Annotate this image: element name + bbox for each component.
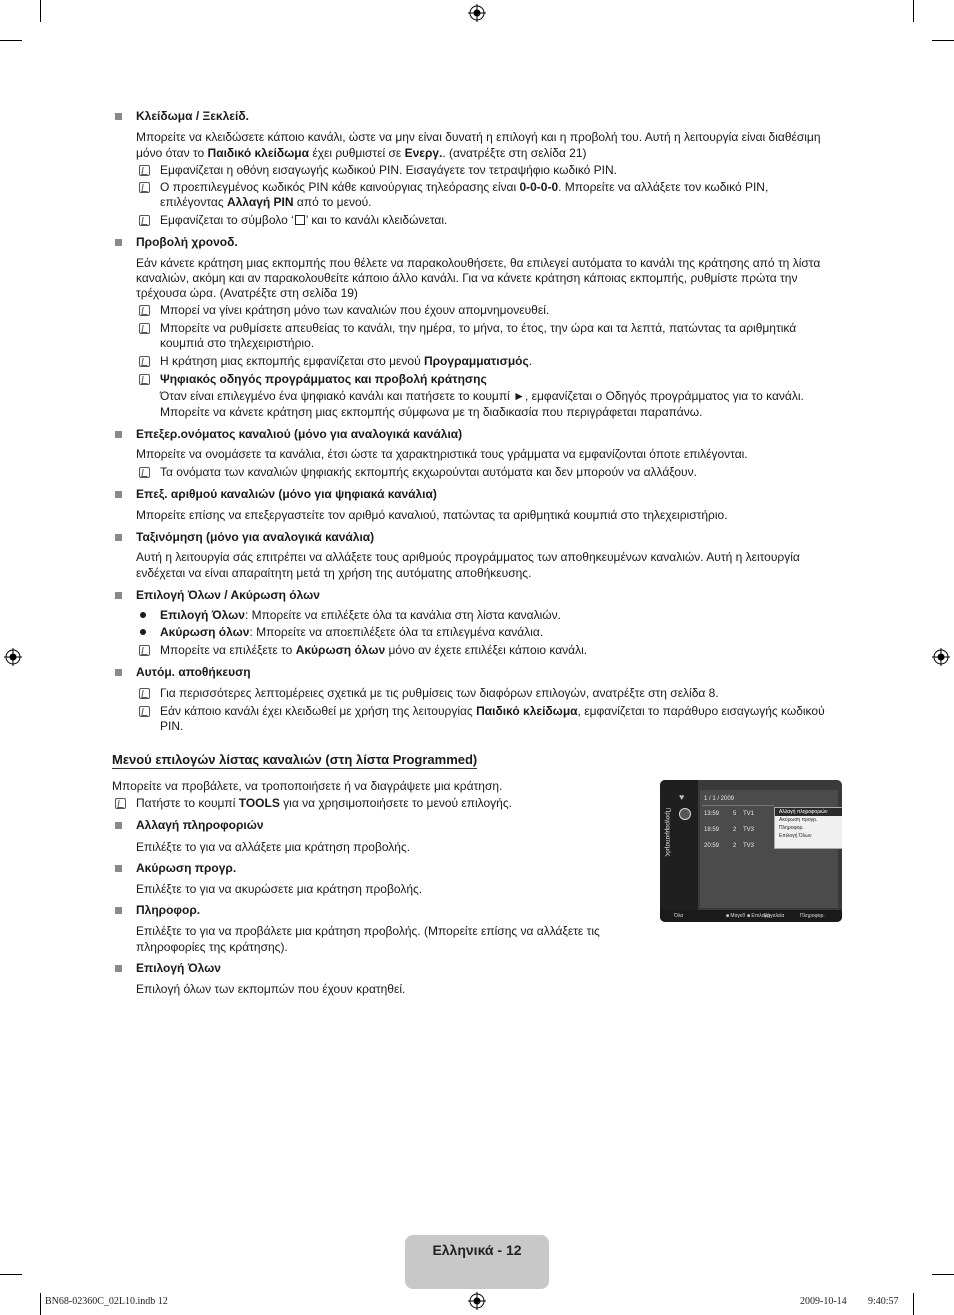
note-text: Ο προεπιλεγμένος κωδικός PIN κάθε καινούργιας τηλεόρασης είναι 0-0-0-0. Μπορείτε να αλλάξετε τον κωδικό PIN,	[160, 180, 769, 194]
page-number-tab	[405, 1235, 549, 1289]
tv-bottom-bar	[660, 910, 842, 922]
registration-mark-icon	[932, 648, 950, 666]
square-bullet-icon	[115, 865, 122, 872]
crop-mark	[0, 40, 22, 41]
registration-mark-icon	[468, 4, 486, 22]
square-bullet-icon	[115, 965, 122, 972]
paragraph: καναλιών, ακόμη και αν παρακολουθείτε κάποιο άλλο κανάλι. Για να κάνετε κράτηση κάποιας εκπομπής, ρυθμίστε πρώτα την	[136, 271, 798, 285]
option-heading: Αλλαγή πληροφοριών	[136, 818, 264, 832]
tv-menu-item: Ακύρωση προγρ.	[779, 817, 818, 823]
note-icon	[139, 356, 150, 367]
round-bullet-icon	[140, 629, 146, 635]
paragraph: πληροφορίες της κράτησης).	[136, 940, 288, 954]
note-text: κουμπιά στο τηλεχειριστήριο.	[160, 336, 315, 350]
square-bullet-icon	[115, 822, 122, 829]
option-heading: Πληροφορ.	[136, 903, 201, 917]
note-icon	[139, 165, 150, 176]
tv-side-label: Προγραμματισμός	[664, 808, 670, 857]
crop-mark	[0, 1274, 22, 1275]
square-bullet-icon	[115, 534, 122, 541]
tv-sidebar	[660, 780, 698, 910]
tv-bottom-item: ■ Μαγεθ	[726, 913, 745, 919]
list-item: Ακύρωση όλων: Μπορείτε να αποεπιλέξετε όλα τα επιλεγμένα κανάλια.	[160, 625, 544, 639]
note-icon	[115, 798, 126, 809]
note-heading: Ψηφιακός οδηγός προγράμματος και προβολή κράτησης	[160, 372, 487, 386]
footer-file: BN68-02360C_02L10.indb 12	[45, 1296, 168, 1307]
tv-bottom-item: Πληροφορ.	[800, 913, 825, 919]
note-text: Τα ονόματα των καναλιών ψηφιακής εκπομπής εκχωρούνται αυτόματα και δεν μπορούν να αλλάξουν.	[160, 465, 697, 479]
note-text: PIN.	[160, 719, 184, 733]
registration-mark-icon	[468, 1292, 486, 1310]
subsection-title: Μενού επιλογών λίστας καναλιών (στη λίστα Programmed)	[112, 752, 478, 767]
tv-row-time: 13:59	[704, 811, 720, 817]
footer-time: 9:40:57	[868, 1296, 899, 1307]
paragraph: Μπορείτε να προβάλετε, να τροποποιήσετε ή να διαγράψετε μια κράτηση.	[112, 779, 503, 793]
tv-row-num: 2	[733, 843, 737, 849]
square-bullet-icon	[115, 113, 122, 120]
section-heading: Κλείδωμα / Ξεκλείδ.	[136, 109, 249, 123]
paragraph: Μπορείτε να ονομάσετε τα κανάλια, έτσι ώστε τα χαρακτηριστικά τους γράμματα να εμφανίζονται όποτε επιλέγονται.	[136, 447, 748, 461]
crop-mark	[913, 1293, 914, 1315]
crop-mark	[40, 0, 41, 22]
tv-menu-item: Αλλαγή πληροφοριών	[775, 808, 842, 816]
note-icon	[139, 182, 150, 193]
note-icon	[139, 645, 150, 656]
paragraph: τρέχουσα ώρα. (Ανατρέξτε στη σελίδα 19)	[136, 286, 358, 300]
tv-menu-item: Πληροφορ.	[779, 825, 804, 831]
paragraph: Επιλογή όλων των εκπομπών που έχουν κρατηθεί.	[136, 982, 406, 996]
tv-bottom-item: Όλα	[674, 913, 684, 919]
tv-row-channel: TV3	[743, 843, 755, 849]
note-icon	[139, 305, 150, 316]
note-icon	[139, 215, 150, 226]
paragraph: Εάν κάνετε κράτηση μιας εκπομπής που θέλετε να παρακολουθήσετε, θα επιλεγεί αυτόματα το κανάλι της κράτησης από τη λίστα	[136, 256, 821, 270]
clock-icon	[679, 808, 691, 820]
square-bullet-icon	[115, 907, 122, 914]
option-heading: Ακύρωση προγρ.	[136, 861, 237, 875]
tv-row-channel: TV1	[743, 811, 755, 817]
lock-icon	[295, 215, 305, 225]
section-heading: Ταξινόμηση (μόνο για αναλογικά κανάλια)	[136, 530, 375, 544]
crop-mark	[932, 1274, 954, 1275]
note-icon	[139, 706, 150, 717]
tv-screenshot	[660, 780, 842, 922]
paragraph: Μπορείτε επίσης να επεξεργαστείτε τον αριθμό καναλιού, πατώντας τα αριθμητικά κουμπιά στο τηλεχειριστήριο.	[136, 508, 728, 522]
note-text: Εμφανίζεται η οθόνη εισαγωγής κωδικού PIN. Εισαγάγετε τον τετραψήφιο κωδικό PIN.	[160, 163, 618, 177]
note-text: Μπορείτε να επιλέξετε το Ακύρωση όλων μόνο αν έχετε επιλέξει κάποιο κανάλι.	[160, 643, 588, 657]
square-bullet-icon	[115, 592, 122, 599]
paragraph: Επιλέξτε το για να προβάλετε μια κράτηση προβολής. (Μπορείτε επίσης να αλλάξετε τις	[136, 924, 600, 938]
note-text: Μπορείτε να ρυθμίσετε απευθείας το κανάλι, την ημέρα, το μήνα, το έτος, την ώρα και τα λεπτά, πατώντας τα αριθμητικά	[160, 321, 797, 335]
list-item: Επιλογή Όλων: Μπορείτε να επιλέξετε όλα τα κανάλια στη λίστα καναλιών.	[160, 608, 561, 622]
registration-mark-icon	[4, 648, 22, 666]
section-heading: Επιλογή Όλων / Ακύρωση όλων	[136, 588, 320, 602]
note-icon	[139, 323, 150, 334]
tv-tools-menu	[774, 807, 842, 849]
tv-bottom-item: Εργαλεία	[764, 913, 785, 919]
tv-row-num: 2	[733, 827, 737, 833]
square-bullet-icon	[115, 431, 122, 438]
paragraph: Επιλέξτε το για να ακυρώσετε μια κράτηση προβολής.	[136, 882, 423, 896]
square-bullet-icon	[115, 669, 122, 676]
crop-mark	[932, 40, 954, 41]
paragraph: ενδέχεται να είναι απαραίτητη μετά τη χρήση της αυτόματης αποθήκευσης.	[136, 566, 532, 580]
paragraph: μόνο όταν το Παιδικό κλείδωμα έχει ρυθμιστεί σε Ενεργ.. (ανατρέξτε στη σελίδα 21)	[136, 146, 587, 160]
tv-date: 1 / 1 / 2009	[704, 796, 735, 802]
paragraph: Μπορείτε να κλειδώσετε κάποιο κανάλι, ώστε να μην είναι δυνατή η επιλογή και η προβολή του. Αυτή η λειτουργία είναι διαθέσιμη	[136, 130, 821, 144]
note-icon	[139, 467, 150, 478]
note-text: Μπορείτε να κάνετε κράτηση μιας εκπομπής σύμφωνα με τη διαδικασία που περιγράφεται παραπάνω.	[160, 405, 703, 419]
note-text: Όταν είναι επιλεγμένο ένα ψηφιακό κανάλι και πατήσετε το κουμπί ►, εμφανίζεται ο Οδηγός προγράμματος για το κανάλι.	[160, 389, 804, 403]
tv-row-time: 20:59	[704, 843, 720, 849]
section-heading: Επεξερ.ονόματος καναλιού (μόνο για αναλογικά κανάλια)	[136, 427, 463, 441]
note-text: Εάν κάποιο κανάλι έχει κλειδωθεί με χρήση της λειτουργίας Παιδικό κλείδωμα, εμφανίζεται το παράθυρο εισαγωγής κωδικού	[160, 704, 825, 718]
heart-icon: ♥	[679, 792, 685, 802]
crop-mark	[913, 0, 914, 22]
tv-menu-item: Επιλογή Όλων	[779, 833, 812, 839]
page-number: Ελληνικά - 12	[432, 1242, 522, 1258]
note-text: Πατήστε το κουμπί TOOLS για να χρησιμοποιήσετε το μενού επιλογής.	[136, 796, 512, 810]
square-bullet-icon	[115, 239, 122, 246]
note-icon	[139, 374, 150, 385]
tv-row-channel: TV3	[743, 827, 755, 833]
round-bullet-icon	[140, 612, 146, 618]
note-text: Εμφανίζεται το σύμβολο ‘ ’ και το κανάλι κλειδώνεται.	[160, 213, 448, 227]
tv-row-num: 5	[733, 811, 737, 817]
note-text: Μπορεί να γίνει κράτηση μόνο των καναλιών που έχουν απομνημονευθεί.	[160, 303, 550, 317]
option-heading: Επιλογή Όλων	[136, 961, 221, 975]
crop-mark	[40, 1293, 41, 1315]
note-text: Η κράτηση μιας εκπομπής εμφανίζεται στο μενού Προγραμματισμός.	[160, 354, 533, 368]
section-heading: Αυτόμ. αποθήκευση	[136, 665, 251, 679]
paragraph: Αυτή η λειτουργία σάς επιτρέπει να αλλάξετε τους αριθμούς προγράμματος των αποθηκευμένων καναλιών. Αυτή η λειτουργία	[136, 550, 800, 564]
tv-bottom-item: ■ Επιλογή	[747, 913, 770, 919]
divider	[702, 805, 774, 806]
section-heading: Προβολή χρονοδ.	[136, 235, 238, 249]
square-bullet-icon	[115, 491, 122, 498]
tv-row-time: 18:59	[704, 827, 720, 833]
footer-date: 2009-10-14	[800, 1296, 847, 1307]
paragraph: Επιλέξτε το για να αλλάξετε μια κράτηση προβολής.	[136, 840, 411, 854]
note-icon	[139, 688, 150, 699]
note-text: επιλέγοντας Αλλαγή PIN από το μενού.	[160, 195, 372, 209]
section-heading: Επεξ. αριθμού καναλιών (μόνο για ψηφιακά κανάλια)	[136, 487, 437, 501]
note-text: Για περισσότερες λεπτομέρειες σχετικά με τις ρυθμίσεις των διαφόρων επιλογών, ανατρέξτε στη σελίδα 8.	[160, 686, 719, 700]
